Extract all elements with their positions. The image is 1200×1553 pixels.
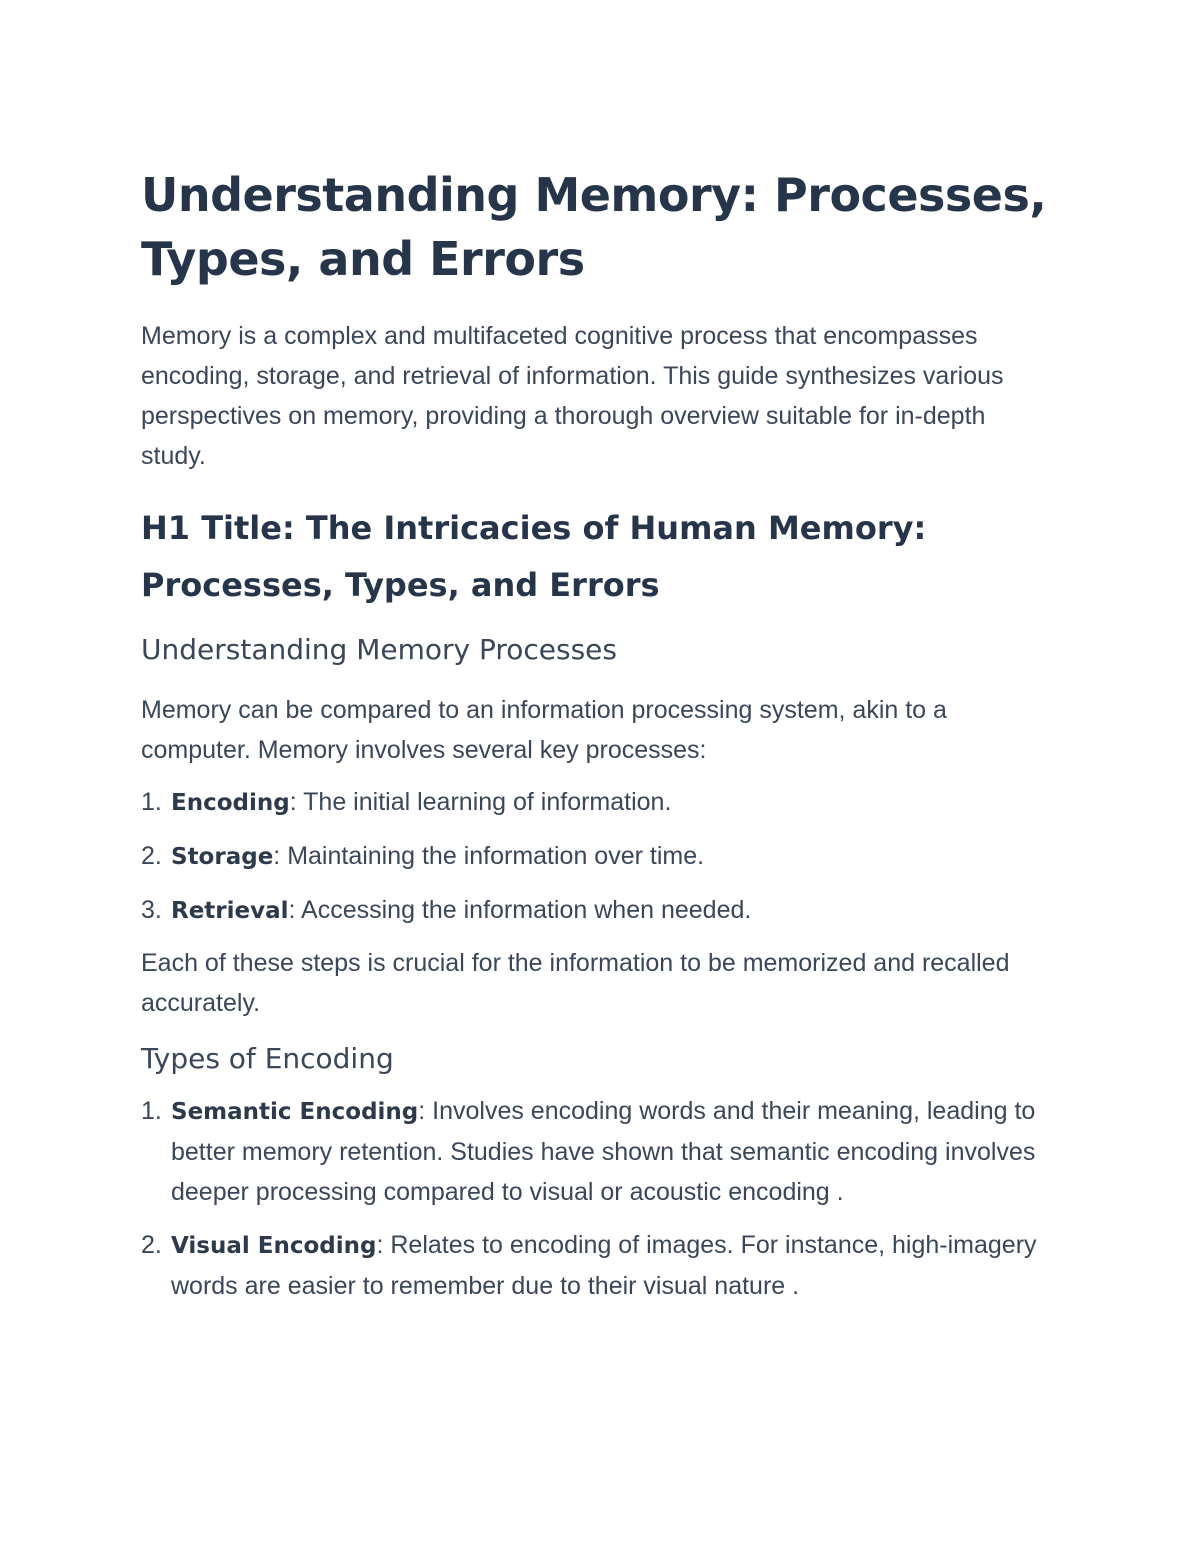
list-text: : Involves encoding words and their meaning, leading to better memory retention. Studies have shown that semantic encoding involves deeper processing compared to visual or acoustic encoding .	[171, 1097, 1036, 1206]
list-term: Semantic Encoding	[171, 1099, 419, 1125]
h1-title-heading: H1 Title: The Intricacies of Human Memory: Processes, Types, and Errors	[141, 509, 927, 604]
list-item-semantic-encoding	[141, 1091, 1051, 1212]
memory-processes-paragraph: Memory can be compared to an information processing system, akin to a computer. Memory involves several key processes:	[141, 696, 947, 764]
list-text: : Relates to encoding of images. For instance, high-imagery words are easier to remember due to their visual nature .	[171, 1231, 1037, 1300]
list-term: Encoding	[171, 790, 290, 816]
list-number: 3.	[141, 896, 162, 924]
list-number: 1.	[141, 1097, 162, 1125]
memory-processes-closing: Each of these steps is crucial for the information to be memorized and recalled accurately.	[141, 949, 1010, 1017]
list-item-retrieval	[141, 890, 1051, 931]
list-text: : Maintaining the information over time.	[273, 842, 705, 870]
list-number: 2.	[141, 842, 162, 870]
list-number: 2.	[141, 1231, 162, 1259]
encoding-types-list	[141, 1091, 1051, 1306]
list-item-visual-encoding	[141, 1225, 1051, 1306]
list-item-storage	[141, 836, 1051, 877]
document-page	[141, 163, 1051, 1306]
list-number: 1.	[141, 788, 162, 816]
intro-paragraph: Memory is a complex and multifaceted cognitive process that encompasses encoding, storage, and retrieval of information. This guide synthesizes various perspectives on memory, providing a thorough overview suitable for in-depth study.	[141, 322, 1004, 470]
list-term: Storage	[171, 844, 274, 870]
section-heading-memory-processes: Understanding Memory Processes	[141, 633, 617, 666]
memory-processes-list	[141, 782, 1051, 931]
document-title: Understanding Memory: Processes, Types, and Errors	[141, 168, 1047, 286]
list-term: Visual Encoding	[171, 1233, 377, 1259]
list-item-encoding	[141, 782, 1051, 823]
section-heading-types-of-encoding: Types of Encoding	[141, 1042, 394, 1075]
list-text: : The initial learning of information.	[289, 788, 672, 816]
list-term: Retrieval	[171, 898, 289, 924]
list-text: : Accessing the information when needed.	[288, 896, 752, 924]
